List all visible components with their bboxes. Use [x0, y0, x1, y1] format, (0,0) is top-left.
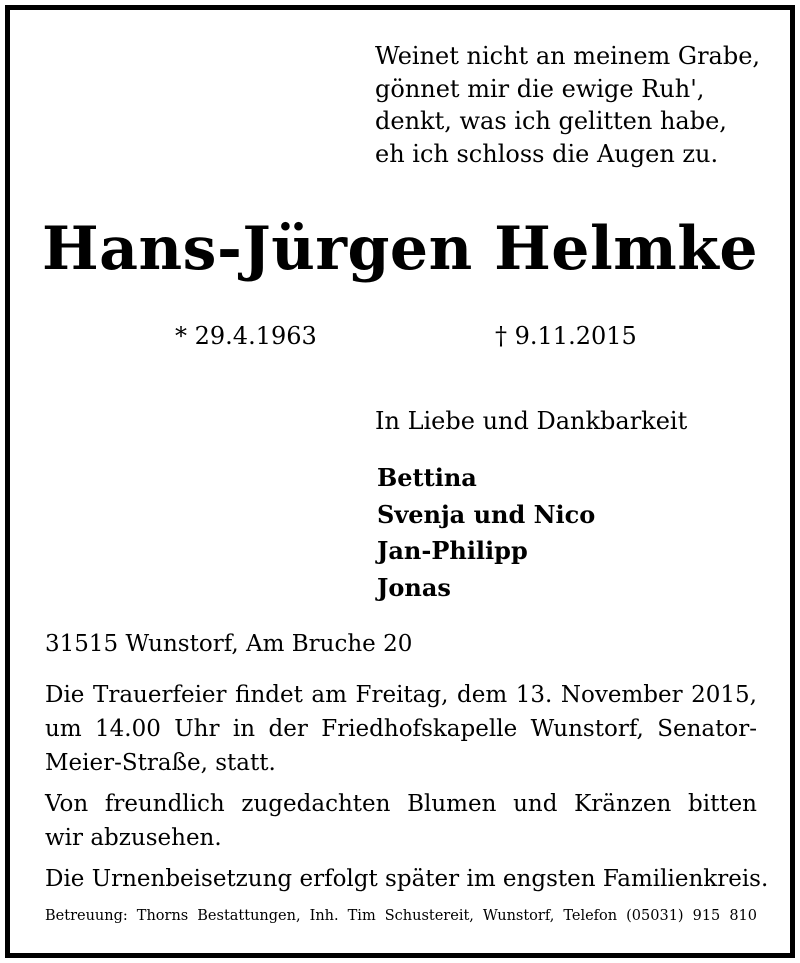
address: 31515 Wunstorf, Am Bruche 20 — [45, 631, 413, 657]
service-line: um 14.00 Uhr in der Friedhofskapelle Wunstorf, Senator- — [45, 716, 757, 742]
flowers-line: wir abzusehen. — [45, 825, 222, 851]
birth-date: * 29.4.1963 — [175, 322, 317, 350]
deceased-name: Hans-Jürgen Helmke — [41, 214, 759, 284]
death-date: † 9.11.2015 — [495, 322, 637, 350]
service-line: Meier-Straße, statt. — [45, 750, 276, 776]
mourner-name: Jan-Philipp — [377, 536, 528, 565]
mourner-names — [377, 460, 595, 606]
poem-line: Weinet nicht an meinem Grabe, — [375, 42, 761, 70]
poem — [375, 40, 760, 170]
mourner-name: Bettina — [377, 463, 477, 492]
poem-line: eh ich schloss die Augen zu. — [375, 139, 719, 168]
service-info — [45, 678, 757, 780]
funeral-home-credit: Betreuung: Thorns Bestattungen, Inh. Tim Schustereit, Wunstorf, Telefon (05031) 915 810 — [45, 908, 757, 924]
mourner-name: Jonas — [377, 572, 451, 602]
flowers-line: Von freundlich zugedachten Blumen und Kränzen bitten — [45, 791, 757, 817]
service-line: Die Trauerfeier findet am Freitag, dem 13. November 2015, — [45, 682, 757, 708]
mourner-name: Svenja und Nico — [377, 499, 596, 529]
poem-line: denkt, was ich gelitten habe, — [375, 107, 727, 135]
urn-line: Die Urnenbeisetzung erfolgt später im engsten Familienkreis. — [45, 866, 769, 892]
flowers-note — [45, 787, 757, 855]
dedication: In Liebe und Dankbarkeit — [375, 407, 688, 435]
urn-note — [45, 862, 769, 896]
poem-line: gönnet mir die ewige Ruh', — [375, 74, 705, 103]
